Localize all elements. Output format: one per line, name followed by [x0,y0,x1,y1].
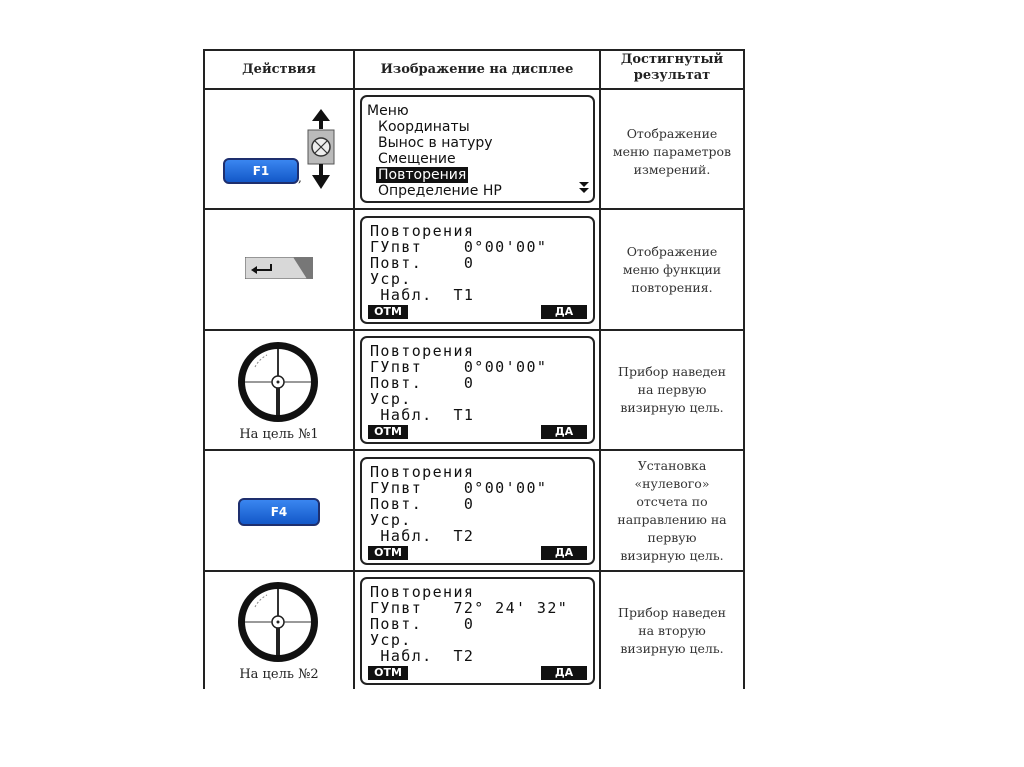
result-4-line2: «нулевого» [634,476,710,491]
result-2-line1: Отображение [626,244,718,259]
display-repetition-1 [360,216,595,324]
softkey-otm[interactable]: ОТМ [368,305,408,319]
result-5-line3: визирную цель. [620,641,724,656]
menu-item-offset[interactable]: Смещение [378,151,456,167]
display-line-angle: ГУпвт 0°00'00" [370,479,548,497]
target-caption-1: На цель №1 [239,427,319,442]
result-4-line5: первую [647,530,697,545]
target-caption-2: На цель №2 [239,667,319,682]
table-border-right [743,49,745,689]
header-actions: Действия [242,62,316,77]
header-display: Изображение на дисплее [380,62,574,77]
softkey-otm[interactable]: ОТМ [368,425,408,439]
result-3 [601,363,743,417]
result-4-line3: отсчета по [636,494,708,509]
crosshair-target-icon [235,579,321,665]
result-1 [601,125,743,179]
display-line-count: Повт. 0 [370,495,475,513]
display-repetition-4 [360,577,595,685]
result-2-line2: меню функции [622,262,722,277]
softkey-otm[interactable]: ОТМ [368,546,408,560]
header-result [601,52,743,84]
scroll-down-icon [578,181,590,195]
row-divider-3 [203,449,745,451]
menu-item-repetition-highlight: Повторения [378,167,467,183]
navigation-arrows-icon [303,109,339,189]
result-1-line1: Отображение [626,126,718,141]
display-line-title: Повторения [370,463,475,481]
menu-item-repetition[interactable] [376,167,468,183]
result-4-line1: Установка [637,458,707,473]
display-line-average: Уср. [370,390,412,408]
softkey-da[interactable]: ДА [541,425,587,439]
comma-mark: , [298,171,302,185]
display-repetition-2 [360,336,595,444]
f1-button[interactable]: F1 [223,158,299,184]
display-line-observation: Набл. Т1 [370,286,475,304]
display-line-observation: Набл. Т2 [370,647,475,665]
result-3-line2: на первую [637,382,707,397]
result-1-line3: измерений. [633,162,711,177]
display-line-angle: ГУпвт 0°00'00" [370,238,548,256]
header-result-line1: Достигнутый [620,52,724,67]
display-line-title: Повторения [370,342,475,360]
display-line-angle: ГУпвт 0°00'00" [370,358,548,376]
col-divider-1 [353,49,355,689]
display-line-count: Повт. 0 [370,254,475,272]
result-4 [601,457,743,565]
row-divider-2 [203,329,745,331]
display-line-observation: Набл. Т2 [370,527,475,545]
f4-button[interactable]: F4 [238,498,320,526]
softkey-da[interactable]: ДА [541,666,587,680]
header-divider [203,88,745,90]
header-result-line2: результат [633,68,711,83]
result-5-line1: Прибор наведен [618,605,726,620]
enter-key-icon[interactable] [245,257,313,279]
menu-title: Меню [367,103,409,119]
result-4-line4: направлению на [617,512,727,527]
display-repetition-3 [360,457,595,565]
display-line-average: Уср. [370,511,412,529]
softkey-da[interactable]: ДА [541,305,587,319]
display-menu [360,95,595,203]
result-2-line3: повторения. [631,280,713,295]
display-line-count: Повт. 0 [370,374,475,392]
crosshair-target-icon [235,339,321,425]
result-5-line2: на вторую [638,623,706,638]
row-divider-1 [203,208,745,210]
display-line-average: Уср. [370,631,412,649]
softkey-da[interactable]: ДА [541,546,587,560]
softkey-otm[interactable]: ОТМ [368,666,408,680]
display-line-average: Уср. [370,270,412,288]
display-line-angle: ГУпвт 72° 24' 32" [370,599,569,617]
display-line-observation: Набл. Т1 [370,406,475,424]
result-4-line6: визирную цель. [620,548,724,563]
result-3-line1: Прибор наведен [618,364,726,379]
procedure-table [203,49,745,689]
menu-item-stakeout[interactable]: Вынос в натуру [378,135,493,151]
table-border-left [203,49,205,689]
result-5 [601,604,743,658]
display-line-title: Повторения [370,222,475,240]
display-line-title: Повторения [370,583,475,601]
result-2 [601,243,743,297]
table-border-top [203,49,745,51]
row-divider-4 [203,570,745,572]
display-line-count: Повт. 0 [370,615,475,633]
menu-item-coordinates[interactable]: Координаты [378,119,470,135]
menu-item-hp[interactable]: Определение HP [378,183,502,199]
result-1-line2: меню параметров [612,144,732,159]
result-3-line3: визирную цель. [620,400,724,415]
